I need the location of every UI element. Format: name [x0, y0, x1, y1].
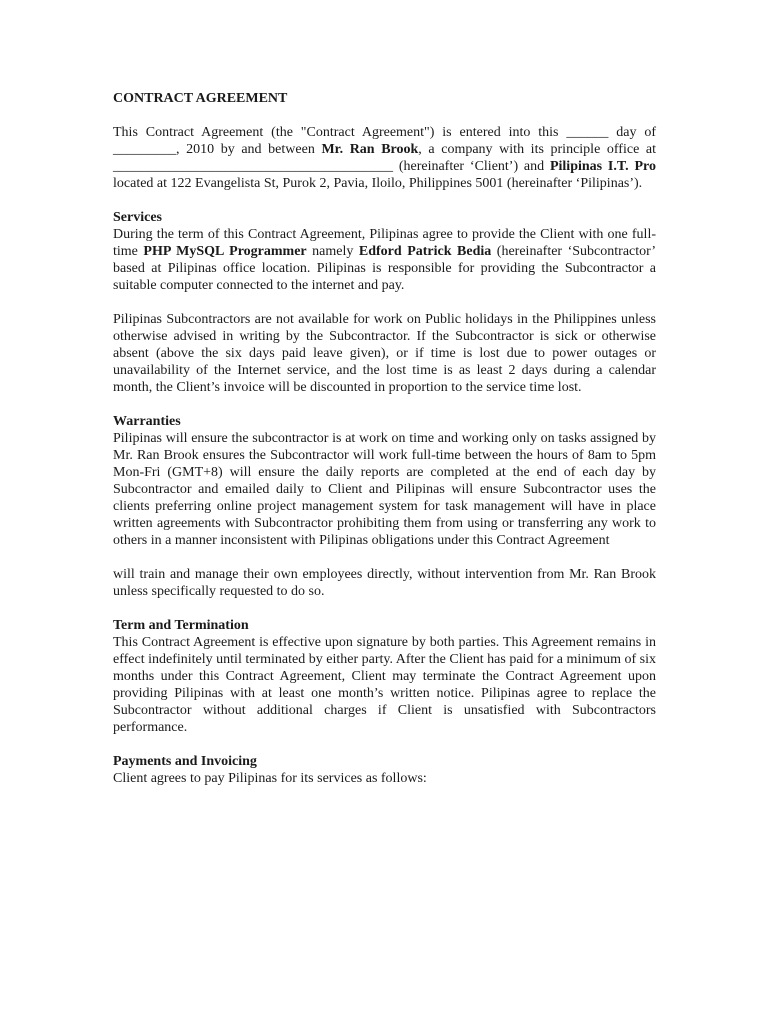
- intro-text-3: located at 122 Evangelista St, Purok 2, Pavia, Iloilo, Philippines 5001 (hereinafter ‘Pilipinas’).: [113, 176, 643, 191]
- provider-name: Pilipinas I.T. Pro: [549, 159, 656, 174]
- spacer: [113, 396, 656, 413]
- client-name: Mr. Ran Brook: [321, 142, 419, 157]
- services-paragraph-2: Pilipinas Subcontractors are not available for work on Public holidays in the Philippines unless otherwise advised in writing by the Subcontractor. If the Subcontractor is sick or otherwise absent (above the six days paid leave given), or if time is lost due to power outages or unavailability of the Internet service, and the lost time is as least 2 days during a calendar month, the Client’s invoice will be discounted in proportion to the service time lost.: [113, 312, 656, 395]
- subcontractor-name: Edford Patrick Bedia: [358, 244, 492, 259]
- services-text-1: During the term of this Contract Agreement, Pilipinas agree to provide the Client with one full-time: [113, 227, 656, 259]
- intro-text-2: , a company with its principle office at ________________________________________ (hereinafter ‘Client’) and: [113, 142, 657, 174]
- spacer: [113, 294, 656, 311]
- term-heading: Term and Termination: [113, 618, 249, 633]
- spacer: [113, 549, 656, 566]
- services-heading: Services: [113, 210, 162, 225]
- spacer: [113, 736, 656, 753]
- payments-paragraph: Client agrees to pay Pilipinas for its services as follows:: [113, 771, 427, 786]
- warranties-paragraph-2: will train and manage their own employees directly, without intervention from Mr. Ran Brook unless specifically requested to do so.: [113, 567, 656, 599]
- warranties-paragraph-1: Pilipinas will ensure the subcontractor is at work on time and working only on tasks assigned by Mr. Ran Brook ensures the Subcontractor will work full-time between the hours of 8am to 5pm Mon-Fri (GMT+8) will ensure the daily reports are completed at the end of each day by Subcontractor and emailed daily to Client and Pilipinas will ensure Subcontractor uses the clients preferring online project management system for task management will have in place written agreements with Subcontractor prohibiting them from using or transferring any work to others in a manner inconsistent with Pilipinas obligations under this Contract Agreement: [113, 431, 656, 548]
- document-body: [113, 90, 656, 787]
- services-paragraph-1: [113, 226, 656, 294]
- spacer: [113, 192, 656, 209]
- term-paragraph: This Contract Agreement is effective upon signature by both parties. This Agreement remains in effect indefinitely until terminated by either party. After the Client has paid for a minimum of six months under this Contract Agreement, Client may terminate the Contract Agreement upon providing Pilipinas with at least one month’s written notice. Pilipinas agree to replace the Subcontractor without additional charges if Client is unsatisfied with Subcontractors performance.: [113, 635, 656, 735]
- role-title: PHP MySQL Programmer: [143, 244, 307, 259]
- warranties-heading: Warranties: [113, 414, 181, 429]
- spacer: [113, 600, 656, 617]
- document-title: CONTRACT AGREEMENT: [113, 91, 288, 106]
- payments-heading: Payments and Invoicing: [113, 754, 257, 769]
- services-text-2: namely: [306, 244, 359, 259]
- intro-text-1: This Contract Agreement (the "Contract Agreement") is entered into this ______ day of _________, 2010 by and between: [113, 125, 656, 157]
- services-text-3: (hereinafter ‘Subcontractor’ based at Pilipinas office location. Pilipinas is responsible for providing the Subcontractor a suitable computer connected to the internet and pay.: [113, 244, 656, 293]
- intro-paragraph: [113, 124, 656, 192]
